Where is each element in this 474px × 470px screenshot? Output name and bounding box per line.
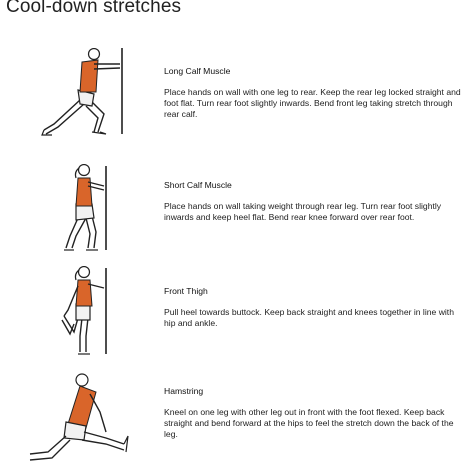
- stretch-text: [164, 66, 464, 121]
- stretch-description: Pull heel towards buttock. Keep back straight and knees together in line with hip and ankle.: [164, 307, 454, 329]
- stretch-description: Kneel on one leg with other leg out in front with the foot flexed. Keep back straight and bend forward at the hips to feel the stretch down the back of the leg.: [164, 407, 454, 440]
- stretch-title: Long Calf Muscle: [164, 66, 231, 76]
- short-calf-stretch-figure: [64, 164, 114, 256]
- stretch-text: [164, 180, 464, 223]
- page-title: Cool-down stretches: [6, 0, 182, 17]
- stretch-title: Front Thigh: [164, 286, 208, 296]
- stretch-description: Place hands on wall with one leg to rear. Keep the rear leg locked straight and foot flat. Turn rear foot slightly inwards. Bend front leg taking stretch through rear calf.: [164, 87, 461, 120]
- stretch-description: Place hands on wall taking weight through rear leg. Turn rear foot slightly inwards and keep heel flat. Bend rear knee forward over rear foot.: [164, 201, 442, 223]
- stretch-text: [164, 386, 464, 441]
- stretch-title: Short Calf Muscle: [164, 180, 232, 190]
- front-thigh-stretch-figure: [60, 266, 116, 358]
- stretch-text: [164, 286, 464, 329]
- hamstring-stretch-figure: [26, 372, 130, 466]
- stretch-title: Hamstring: [164, 386, 204, 396]
- long-calf-stretch-figure: [40, 48, 130, 144]
